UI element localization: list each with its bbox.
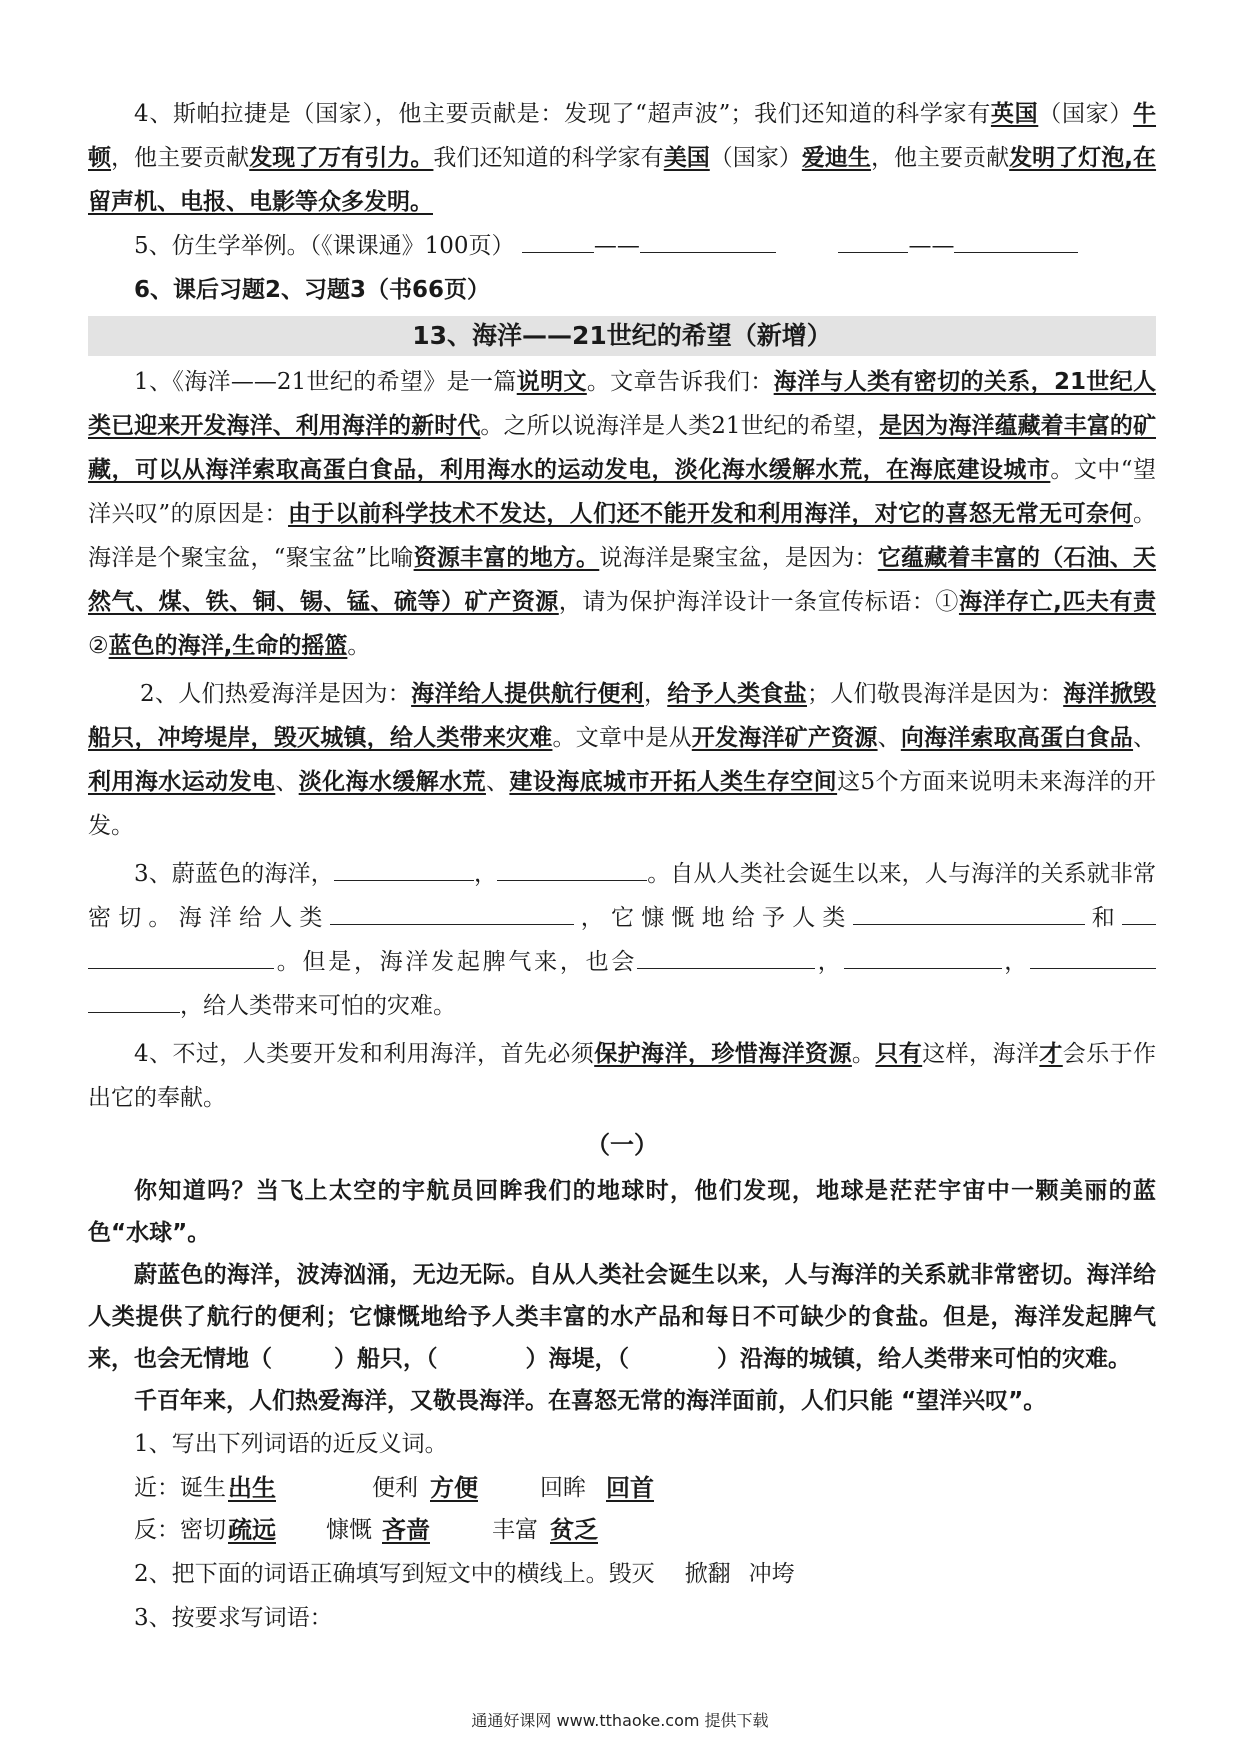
- reading-passage: [88, 1170, 1156, 1422]
- text: ，它慷慨地给予人类: [573, 905, 853, 931]
- answer: 保护海洋，珍惜海洋资源: [594, 1041, 852, 1067]
- answer: 英国: [990, 101, 1039, 127]
- text: ，他主要贡献: [870, 145, 1010, 171]
- text: 。文章告诉我们：: [586, 369, 774, 395]
- text: 。海洋是个聚宝盆，“聚宝盆”比喻: [88, 501, 1157, 571]
- answer: 吝啬: [382, 1516, 430, 1544]
- answer-blank: [1030, 942, 1156, 969]
- question-4-scientists: [88, 92, 1156, 224]
- text: 3、蔚蓝色的海洋，: [134, 861, 334, 887]
- answer: 美国: [663, 145, 710, 171]
- passage-paragraph: [88, 1254, 1156, 1380]
- answer-blank: [1122, 898, 1156, 925]
- answer: 向海洋索取高蛋白食品: [900, 725, 1134, 751]
- answer-blank: [88, 986, 180, 1013]
- answer-blank: [853, 898, 1085, 925]
- answer: 由于以前科学技术不发达，人们还不能开发和利用海洋，对它的喜怒无常无可奈何: [288, 501, 1134, 527]
- answer: 疏远: [228, 1516, 276, 1544]
- text: 、: [877, 725, 901, 751]
- word: 丰富: [492, 1517, 538, 1543]
- text: 。自从人类社会诞生以来，人与海洋的关系就非常密切。海洋给人类: [88, 861, 1157, 931]
- text: 6、课后习题2、习题3（书66页）: [134, 277, 491, 303]
- answer: 贫乏: [550, 1516, 598, 1544]
- word: 诞生: [180, 1475, 226, 1501]
- text: （国家）: [1038, 101, 1134, 127]
- text: 4、不过，人类要开发和利用海洋，首先必须: [134, 1041, 595, 1067]
- passage-paragraph: 你知道吗？当飞上太空的宇航员回眸我们的地球时，他们发现，地球是茫茫宇宙中一颗美丽的蓝色“水球”。: [88, 1178, 1156, 1246]
- text: ，: [815, 949, 844, 975]
- text: ②: [88, 633, 109, 659]
- answer: 是因为海洋蕴藏着丰富的矿藏，可以从海洋索取高蛋白食品，利用海水的运动发电，淡化海水缓解水荒，在海底建设城市: [88, 413, 1156, 483]
- answer-blank: [522, 226, 594, 253]
- answer: 海洋给人提供航行便利: [411, 681, 644, 707]
- dash: ——: [593, 233, 640, 259]
- text: ，他主要贡献: [111, 145, 250, 171]
- text: 4、斯帕拉捷是（国家），他主要贡献是：发现了“超声波”；我们还知道的科学家有: [134, 101, 991, 127]
- answer: 牛顿: [88, 101, 1157, 171]
- answer: 发明了灯泡,在留声机、电报、电影等众多发明。: [88, 145, 1157, 215]
- text: 、: [275, 769, 299, 795]
- part-title: （一）: [586, 1131, 658, 1159]
- answer: 只有: [875, 1041, 923, 1067]
- exercise-2: [88, 1552, 1156, 1596]
- answer-blank: [640, 226, 776, 253]
- answer: 建设海底城市开拓人类生存空间: [509, 769, 838, 795]
- text: 和: [1084, 905, 1123, 931]
- answer: 它蕴藏着丰富的（石油、天然气、煤、铁、铜、锡、锰、硫等）矿产资源: [88, 545, 1157, 615]
- antonym-row: [88, 1508, 1156, 1552]
- word: 回眸: [540, 1475, 586, 1501]
- synonym-row: [88, 1466, 1156, 1510]
- answer: 爱迪生: [801, 145, 871, 171]
- text: （国家）: [709, 145, 802, 171]
- answer: 资源丰富的地方。: [413, 545, 600, 571]
- text: 2、把下面的词语正确填写到短文中的横线上。: [134, 1561, 609, 1587]
- answer: 方便: [430, 1474, 478, 1502]
- text: ）沿海的城镇，给人类带来可怕的灾难。: [717, 1346, 1131, 1372]
- answer: 说明文: [516, 369, 587, 395]
- question-3-fill-blanks: [88, 852, 1156, 1028]
- word-option: 冲垮: [748, 1561, 795, 1587]
- answer-blank: [838, 226, 908, 253]
- text: ，请为保护海洋设计一条宣传标语：①: [558, 589, 959, 615]
- answer: 开发海洋矿产资源: [691, 725, 878, 751]
- answer: 蓝色的海洋,生命的摇篮: [108, 633, 348, 659]
- text: ，给人类带来可怕的灾难。: [180, 993, 456, 1019]
- answer: 发现了万有引力。: [249, 145, 434, 171]
- text: 。: [851, 1041, 876, 1067]
- exercise-1-title: 1、写出下列词语的近反义词。: [134, 1431, 448, 1457]
- text: 这样，海洋: [922, 1041, 1040, 1067]
- word: 密切: [180, 1517, 226, 1543]
- answer: 出生: [228, 1474, 276, 1502]
- question-1-article: [88, 360, 1156, 668]
- text: 。之所以说海洋是人类21世纪的希望，: [480, 413, 880, 439]
- answer-blank: [330, 898, 574, 925]
- question-6-homework: [88, 268, 1156, 312]
- section-title: 13、海洋——21世纪的希望（新增）: [88, 316, 1156, 356]
- text: 1、《海洋——21世纪的希望》是一篇: [134, 369, 517, 395]
- answer: 回首: [606, 1474, 654, 1502]
- text: 说海洋是聚宝盆，是因为：: [599, 545, 878, 571]
- answer-blank: [334, 854, 474, 881]
- text: 我们还知道的科学家有: [433, 145, 664, 171]
- text: 。但是，海洋发起脾气来，也会: [274, 949, 638, 975]
- question-2-love-and-fear: [88, 672, 1156, 848]
- row-label: 近：: [134, 1475, 180, 1501]
- word: 慷慨: [326, 1517, 372, 1543]
- text: ）海堤，（: [525, 1346, 629, 1372]
- text: 会乐于作出它的奉献。: [88, 1041, 1157, 1111]
- text: 这5个方面来说明未来海洋的开发。: [88, 769, 1157, 839]
- text: 2、人们热爱海洋是因为：: [140, 681, 412, 707]
- text: ；人们敬畏海洋是因为：: [807, 681, 1064, 707]
- answer: 利用海水运动发电: [88, 769, 276, 795]
- word-option: 毁灭: [608, 1561, 655, 1587]
- row-label: 反：: [134, 1517, 180, 1543]
- footer-credit: 通通好课网 www.tthaoke.com 提供下载: [471, 1711, 769, 1730]
- answer: 才: [1039, 1041, 1063, 1067]
- text: ，: [473, 861, 498, 887]
- answer: 海洋存亡,匹夫有责: [958, 589, 1157, 615]
- answer: 海洋掀毁船只，冲垮堤岸，毁灭城镇，给人类带来灾难: [88, 681, 1157, 751]
- text: ）船只，（: [334, 1346, 438, 1372]
- text: ，: [1001, 949, 1031, 975]
- text: 、: [1133, 725, 1157, 751]
- answer: 给予人类食盐: [667, 681, 807, 707]
- answer-blank: [844, 942, 1002, 969]
- dash: ——: [908, 233, 955, 259]
- question-4-protect-ocean: [88, 1032, 1156, 1120]
- text: 。文中“望洋兴叹”的原因是：: [88, 457, 1157, 527]
- text: 。: [347, 633, 371, 659]
- answer: 海洋与人类有密切的关系，21世纪人类已迎来开发海洋、利用海洋的新时代: [88, 369, 1157, 439]
- question-5-bionics: [88, 224, 1156, 268]
- text: 。文章中是从: [552, 725, 692, 751]
- text: 、: [485, 769, 510, 795]
- answer: 淡化海水缓解水荒: [298, 769, 486, 795]
- word: 便利: [372, 1475, 418, 1501]
- answer-blank: [88, 942, 274, 969]
- text: 5、仿生学举例。（《课课通》100页）: [134, 233, 515, 259]
- answer-blank: [497, 854, 647, 881]
- answer-blank: [954, 226, 1078, 253]
- text: 蔚蓝色的海洋，波涛汹涌，无边无际。自从人类社会诞生以来，人与海洋的关系就非常密切。海洋给人类提供了航行的便利；它慷慨地给予人类丰富的水产品和每日不可缺少的食盐。但是，海洋发起脾气来，也会无情地（: [88, 1262, 1156, 1372]
- exercise-3: 3、按要求写词语：: [134, 1605, 333, 1631]
- document-page: [88, 92, 1156, 1640]
- passage-paragraph: 千百年来，人们热爱海洋，又敬畏海洋。在喜怒无常的海洋面前，人们只能 “望洋兴叹”。: [134, 1388, 1047, 1414]
- answer-blank: [637, 942, 815, 969]
- text: ，: [643, 681, 668, 707]
- word-option: 掀翻: [684, 1561, 731, 1587]
